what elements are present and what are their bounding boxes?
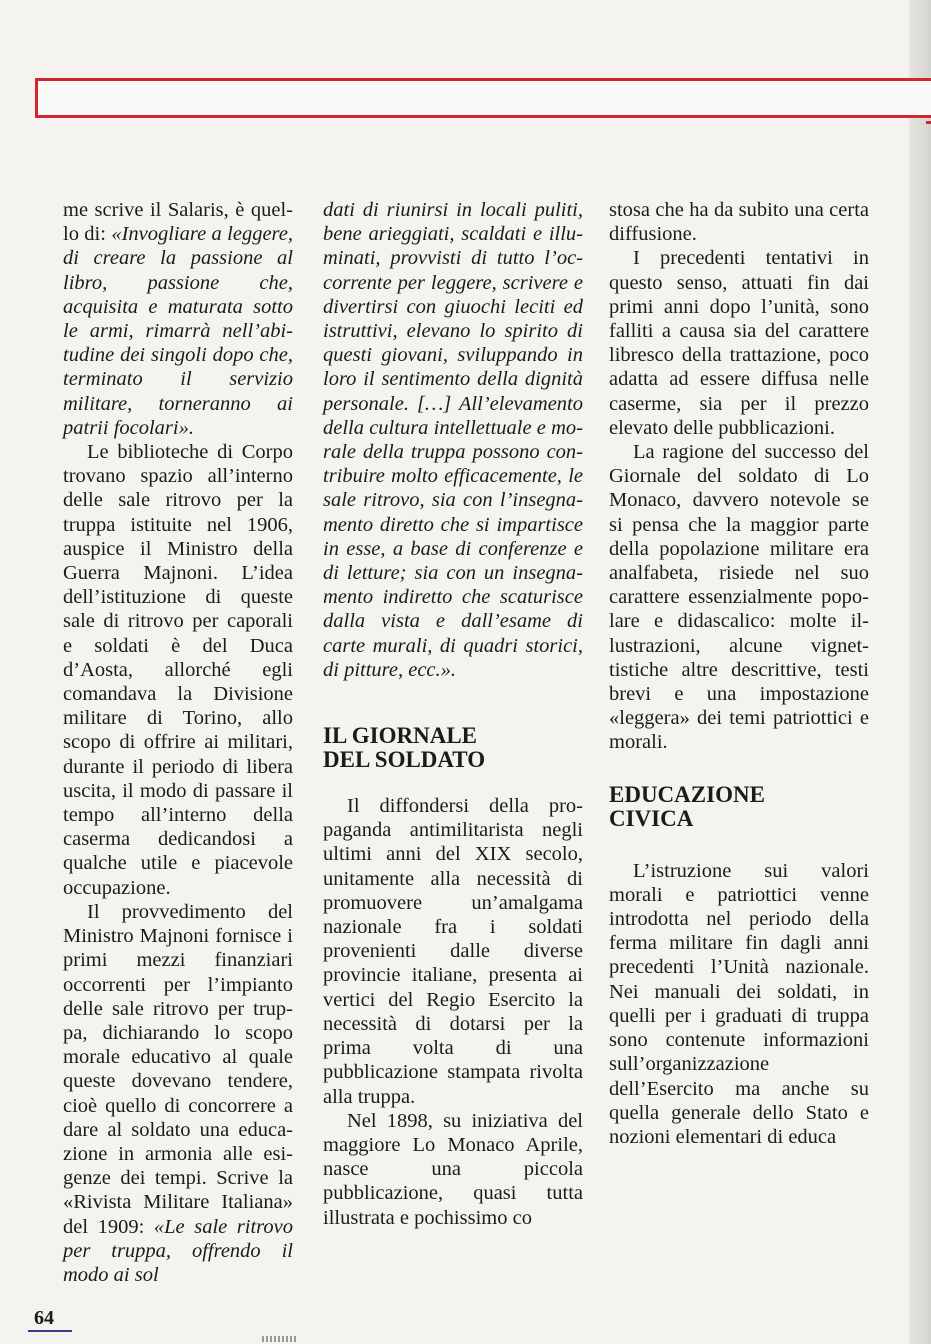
heading-line: EDUCAZIONE bbox=[609, 781, 765, 807]
paragraph bbox=[63, 198, 293, 440]
header-red-frame bbox=[35, 78, 931, 118]
paragraph-text: me scrive il Salaris, è quello di: bbox=[63, 199, 293, 246]
page-edge-shadow bbox=[909, 0, 931, 1344]
section-heading bbox=[609, 783, 869, 831]
paragraph: Le biblioteche di Corpo trovano spazio all’interno delle sale ritrovo per la truppa istituite nel 1906, auspice il Ministro della Guerra Majnoni. L’idea dell’istituzione di queste sale di ritrovo per caporali e soldati è del Duca d’Aosta, allorché egli comandava la Divisione militare di Torino, allo scopo di offrire ai militari, durante il periodo di libera uscita, il modo di passare il tempo all’interno della caserma dedicandosi a qualche utile e piacevole occupazione. bbox=[63, 441, 293, 899]
heading-line: IL GIORNALE bbox=[323, 723, 478, 749]
text-column-1 bbox=[63, 198, 293, 1287]
paragraph: Il diffondersi della propaganda antimilitarista negli ultimi anni del XIX secolo, unitamente alla necessità di promuovere un’amalgama nazionale fra i soldati provenienti dalle diverse provincie italiane, presenta ai vertici del Regio Esercito la necessità di dotarsi per la prima volta di una pubblicazione stampata rivolta alla truppa. bbox=[323, 795, 583, 1108]
paragraph bbox=[63, 900, 293, 1287]
text-column-2 bbox=[323, 198, 583, 1230]
section-heading bbox=[323, 724, 583, 772]
page-number: 64 bbox=[34, 1307, 54, 1329]
print-mark bbox=[262, 1336, 298, 1342]
heading-line: CIVICA bbox=[609, 805, 694, 831]
paragraph-text: Il provvedimento del Ministro Majnoni fornisce i primi mezzi finanziari occorrenti per l’impianto delle sale ritrovo per truppa, dichiarando lo scopo morale educativo al quale queste dovevano tendere, cioè quello di concorrere a dare al soldato una educazione in armonia alle esigenze dei tempi. Scrive la «Rivista Militare Italiana» del 1909: bbox=[63, 900, 293, 1238]
paragraph: I precedenti tentativi in questo senso, attuati fin dai primi anni dopo l’unità, sono falliti a causa sia del carattere libresco della trattazione, poco adatta ad essere diffusa nelle caserme, sia per il prezzo elevato delle pubblicazioni. bbox=[609, 247, 869, 439]
text-column-3 bbox=[609, 198, 869, 1149]
paragraph: stosa che ha da subito una certa diffusione. bbox=[609, 199, 869, 246]
paragraph: La ragione del successo del Giornale del soldato di Lo Monaco, davvero notevole se si pensa che la maggior parte della popolazione militare era analfabeta, risiede nel suo carattere essenzialmente popolare e didascalico: molte illustrazioni, alcune vignettistiche altre descrittive, testi brevi e una impostazione «leggera» dei temi patriottici e morali. bbox=[609, 441, 869, 754]
heading-line: DEL SOLDATO bbox=[323, 747, 486, 773]
quotation: dati di riunirsi in locali puliti, bene arieggiati, scaldati e illuminati, provvisti di tutto l’occorrente per leggere, scrivere e divertirsi con giuochi leciti ed istruttivi, elevano lo spirito di questi giovani, sviluppando in loro il sentimento della dignità personale. […] All’elevamento della cultura intellettuale e morale della truppa possono contribuire molto efficacemente, le sale ritrovo, sia con l’insegnamento diretto che si impartisce in esse, a base di conferenze e di letture; sia con un insegnamento indiretto che scaturisce dalla vista e dall’esame di carte murali, di quadri storici, di pitture, ecc.». bbox=[323, 199, 583, 681]
quotation: «Invogliare a leggere, di creare la passione al libro, passione che, acquisita e maturata sotto le armi, rimarrà nell’abitudine dei singoli dopo che, terminato il servizio militare, torneranno ai patrii focolari». bbox=[63, 223, 293, 439]
paragraph: L’istruzione sui valori morali e patriottici venne introdotta nel periodo della ferma militare fin dagli anni precedenti l’Unità nazionale. Nei manuali dei soldati, in quelli per i graduati di truppa sono contenute informazioni sull’organizzazione dell’Esercito ma anche su quella generale dello Stato e nozioni elementari di educa bbox=[609, 859, 869, 1148]
page-number-rule bbox=[28, 1330, 72, 1332]
quotation: «Le sale ritrovo per truppa, offrendo il modo ai sol bbox=[63, 1215, 293, 1286]
paragraph: Nel 1898, su iniziativa del maggiore Lo Monaco Aprile, nasce una piccola pubblicazione, quasi tutta illustrata e pochissimo co bbox=[323, 1109, 583, 1229]
